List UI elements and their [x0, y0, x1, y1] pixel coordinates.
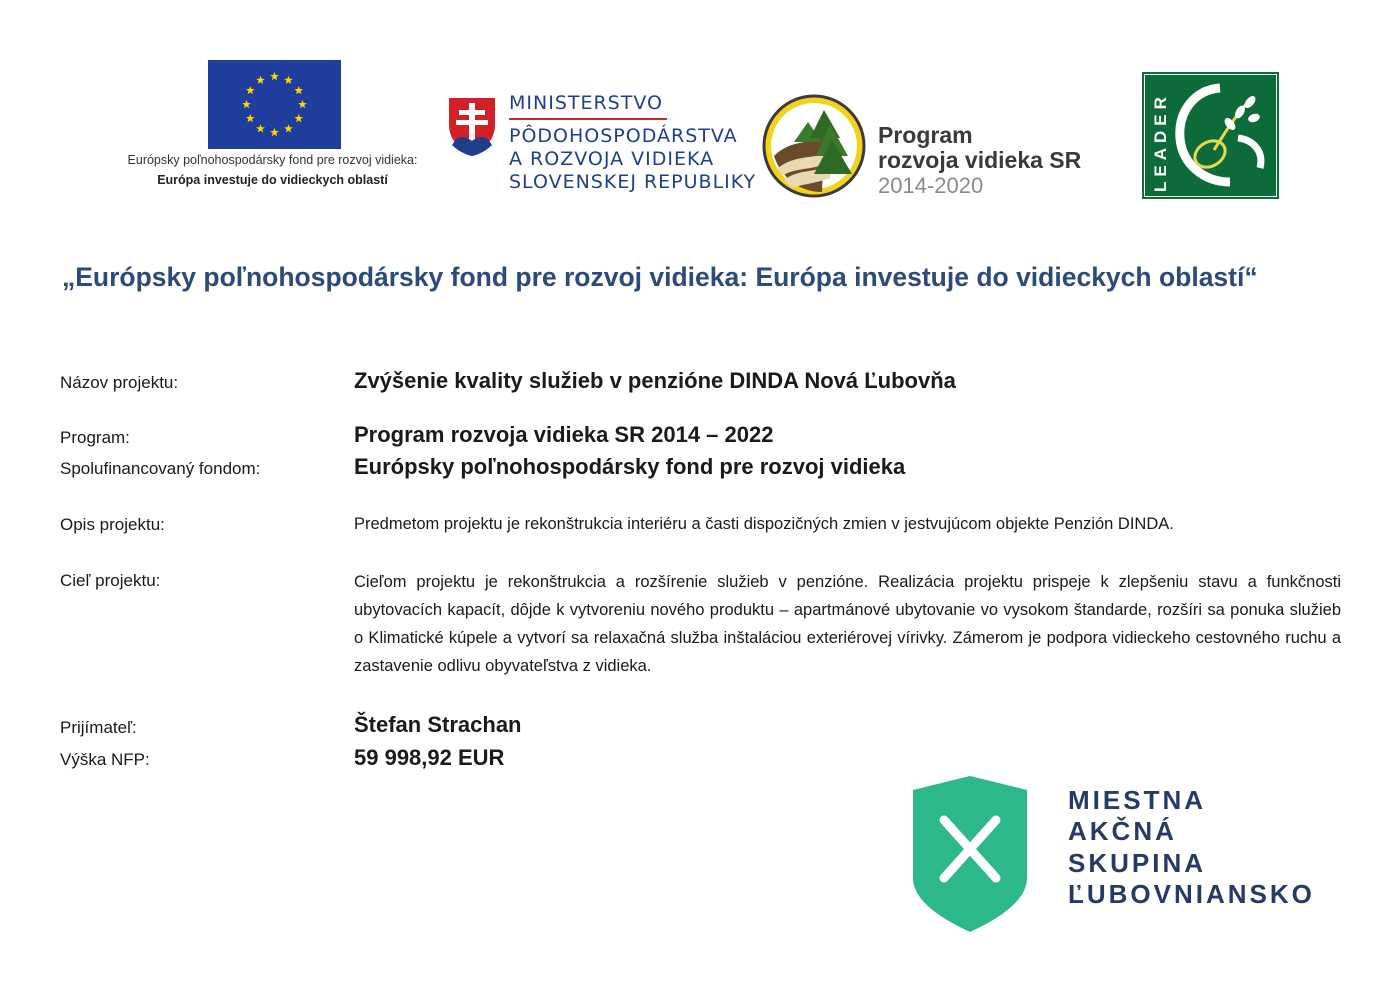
ministry-line4: SLOVENSKEJ REPUBLIKY: [509, 171, 757, 193]
grant-amount-label: Výška NFP:: [60, 750, 150, 769]
ministry-line1: MINISTERSTVO: [509, 92, 663, 114]
recipient-value: Štefan Strachan: [354, 712, 522, 737]
goal-label: Cieľ projektu:: [60, 571, 161, 590]
leader-logo: [1142, 72, 1279, 199]
mas-shield-icon: [911, 774, 1029, 934]
mas-line3: SKUPINA: [1068, 848, 1207, 878]
program-label: Program:: [60, 428, 130, 447]
mas-line4: ĽUBOVNIANSKO: [1068, 879, 1315, 909]
project-name-value: Zvýšenie kvality služieb v penzióne DINDA Nová Ľubovňa: [354, 368, 956, 393]
fund-label: Spolufinancovaný fondom:: [60, 459, 261, 478]
svg-text:LEADER: LEADER: [1151, 92, 1170, 192]
prv-line3: 2014-2020: [878, 173, 984, 198]
description-label: Opis projektu:: [60, 515, 165, 534]
recipient-label: Prijímateľ:: [60, 718, 137, 737]
eu-flag-icon: [208, 60, 341, 149]
ministry-line3: A ROZVOJA VIDIEKA: [509, 148, 715, 170]
ministry-divider: [509, 118, 667, 120]
program-value: Program rozvoja vidieka SR 2014 – 2022: [354, 422, 774, 447]
grant-amount-value: 59 998,92 EUR: [354, 745, 505, 770]
description-value: Predmetom projektu je rekonštrukcia interiéru a časti dispozičných zmien v jestvujúcom objekte Penzión DINDA.: [354, 515, 1174, 533]
project-name-label: Názov projektu:: [60, 373, 179, 392]
prv-line1: Program: [878, 122, 973, 148]
slovak-coat-of-arms-icon: [446, 95, 498, 158]
eu-caption-line1: Európsky poľnohospodársky fond pre rozvoj vidieka:: [127, 153, 418, 167]
mas-line2: AKČNÁ: [1068, 816, 1177, 846]
prv-line2: rozvoja vidieka SR: [878, 147, 1082, 173]
mas-line1: MIESTNA: [1068, 785, 1206, 815]
ministry-line2: PÔDOHOSPODÁRSTVA: [509, 125, 738, 147]
eu-caption-line2: Európa investuje do vidieckych oblastí: [157, 173, 388, 187]
fund-value: Európsky poľnohospodársky fond pre rozvoj vidieka: [354, 454, 906, 479]
goal-value: Cieľom projektu je rekonštrukcia a rozšírenie služieb v penzióne. Realizácia projektu prispeje k zlepšeniu stavu a funkčnosti ubytovacích kapacít, dôjde k vytvoreniu nového produktu – apartmánové ubytovanie vo vysokom štandarde, rozšíri sa ponuka služieb o Klimatické kúpele a vytvorí sa relaxačná služba inštaláciou exteriérovej vírivky. Zámerom je podpora vidieckeho cestovného ruchu a zastavenie odlivu obyvateľstva z vidieka.: [354, 573, 1341, 675]
page-title: „Európsky poľnohospodársky fond pre rozvoj vidieka: Európa investuje do vidieckych oblastí“: [62, 262, 1258, 292]
prv-emblem-icon: [762, 94, 866, 198]
